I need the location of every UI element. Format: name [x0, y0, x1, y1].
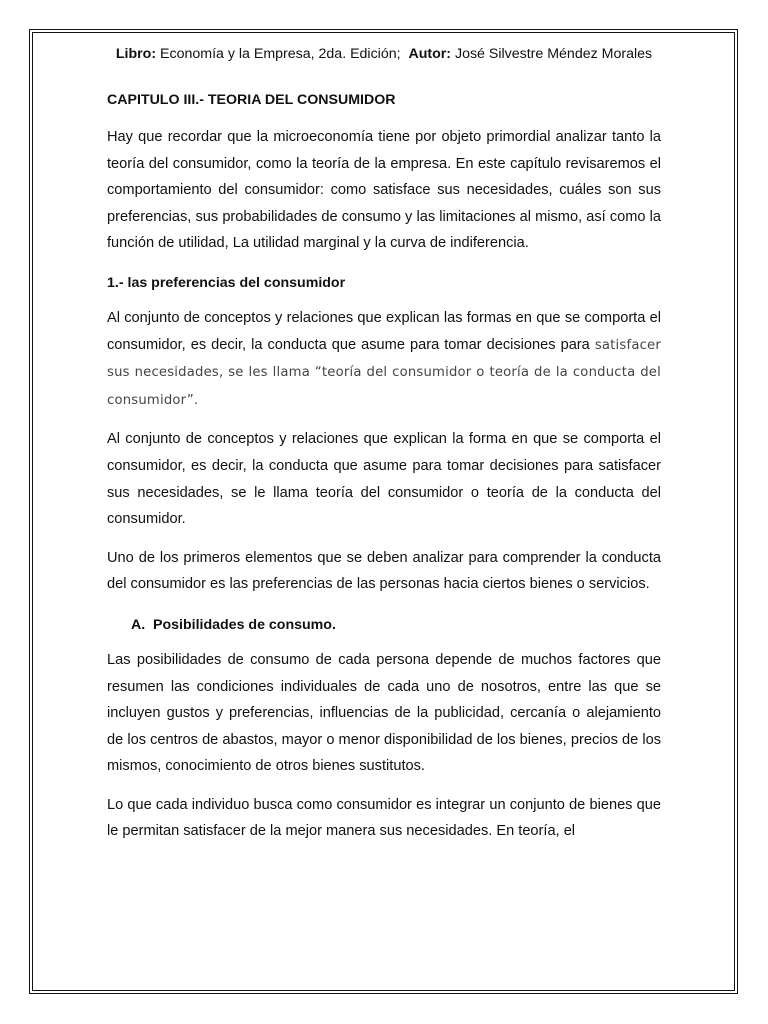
- definition-1-text-b: satisfacer sus necesidades, se les llama “teoría del consumidor o teoría de la conducta del consumidor”.: [107, 337, 661, 408]
- author-label: Autor:: [408, 46, 452, 62]
- running-header: [107, 40, 661, 68]
- definition-paragraph-1: [107, 305, 661, 414]
- section-a-heading: [131, 612, 661, 638]
- section-a-title: Posibilidades de consumo.: [153, 616, 336, 633]
- section-1-heading: 1.- las preferencias del consumidor: [107, 274, 346, 291]
- book-title: Economía y la Empresa, 2da. Edición;: [160, 46, 401, 62]
- definition-1-text-a: Al conjunto de conceptos y relaciones que explican las formas en que se comporta el consumidor, es decir, la conducta que asume para tomar decisiones para: [107, 309, 661, 353]
- author-name: José Silvestre Méndez Morales: [454, 46, 653, 62]
- intro-paragraph: Hay que recordar que la microeconomía tiene por objeto primordial analizar tanto la teoría del consumidor, como la teoría de la empresa. En este capítulo revisaremos el comportamiento del consumidor: como satisface sus necesidades, cuáles son sus preferencias, sus probabilidades de consumo y las limitaciones al mismo, así como la función de utilidad, La utilidad marginal y la curva de indiferencia.: [107, 129, 661, 252]
- section-a-letter: A.: [131, 616, 146, 633]
- book-label: Libro:: [115, 46, 157, 62]
- possibilities-paragraph: Las posibilidades de consumo de cada persona depende de muchos factores que resumen las condiciones individuales de cada uno de nosotros, entre las que se incluyen gustos y preferencias, influencias de la publicidad, cercanía o alejamiento de los centros de abastos, mayor o menor disponibilidad de los bienes, precios de los mismos, conocimiento de otros bienes sustitutos.: [107, 651, 661, 775]
- closing-paragraph: Lo que cada individuo busca como consumidor es integrar un conjunto de bienes que le permitan satisfacer de la mejor manera sus necesidades. En teoría, el: [107, 796, 661, 840]
- chapter-title: CAPITULO III.- TEORIA DEL CONSUMIDOR: [107, 92, 396, 108]
- page-content: [107, 40, 661, 845]
- definition-paragraph-2: Al conjunto de conceptos y relaciones que explican la forma en que se comporta el consumidor, es decir, la conducta que asume para tomar decisiones para satisfacer sus necesidades, se le llama teoría del consumidor o teoría de la conducta del consumidor.: [107, 431, 661, 528]
- preferences-paragraph: Uno de los primeros elementos que se deben analizar para comprender la conducta del consumidor es las preferencias de las personas hacia ciertos bienes o servicios.: [107, 549, 661, 593]
